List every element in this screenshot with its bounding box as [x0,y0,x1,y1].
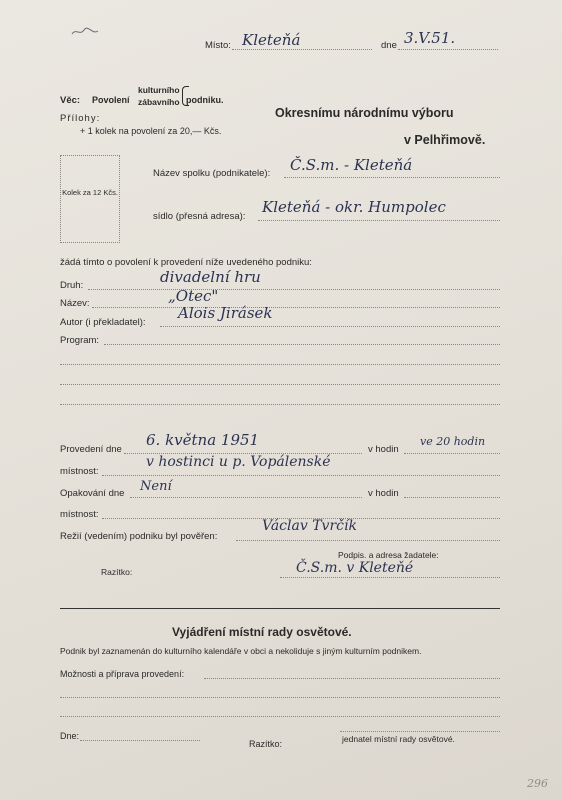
dne-label: dne [381,40,397,51]
addressee-line2: v Pelhřimově. [404,133,486,147]
hodin2-line [404,497,500,498]
nazev-label: Název: [60,298,90,309]
stamp-label: Kolek za 12 Kčs. [62,188,118,197]
druh-value: divadelní hru [160,268,261,286]
revenue-stamp-box [60,155,120,243]
nazev-spolku-label: Název spolku (podnikatele): [153,168,271,179]
vec-zabavniho: zábavního [138,97,180,107]
program-line-2 [60,364,500,365]
program-line-3 [60,384,500,385]
vec-kulturniho: kulturního [138,85,180,95]
osvetova-dne-line [80,740,200,741]
brace-mark [182,86,189,106]
osvetova-text: Podnik byl zaznamenán do kulturního kalendáře v obci a nekoliduje s jiným kulturním podnikem. [60,646,422,656]
provedeni-label: Provedení dne [60,444,122,455]
opakovani-label: Opakování dne [60,488,125,499]
mistnost-label: místnost: [60,466,99,477]
vec-podniku: podniku. [186,95,224,105]
rezie-line [236,540,500,541]
nazev-line [92,307,500,308]
moznosti-line-3 [60,716,500,717]
vec-label: Věc: [60,95,81,106]
druh-label: Druh: [60,280,84,291]
addressee-line1: Okresnímu národnímu výboru [275,106,454,120]
hodin-label: v hodin [368,444,399,455]
misto-value: Kleteňá [242,31,301,49]
section-divider [60,608,500,609]
provedeni-value: 6. května 1951 [146,431,260,449]
podpis-label: Podpis. a adresa žadatele: [338,550,439,560]
pencil-scribble-mark [70,26,100,38]
prilohy-text: + 1 kolek na povolení za 20,— Kčs. [80,126,222,136]
autor-value: Alois Jirásek [178,304,273,322]
vec-povoleni: Povolení [92,95,130,105]
sidlo-value: Kleteňá - okr. Humpolec [262,198,446,216]
program-label: Program: [60,335,100,346]
rezie-label: Režií (vedením) podniku byl pověřen: [60,531,218,542]
sidlo-label: sídlo (přesná adresa): [153,211,246,222]
druh-line [88,289,500,290]
sidlo-line [258,220,500,221]
podpis-value: Č.S.m. v Kleteňé [296,560,414,576]
autor-label: Autor (i překladatel): [60,317,146,328]
moznosti-label: Možnosti a příprava provedení: [60,669,185,679]
opakovani-line [130,497,362,498]
nazev-spolku-line [284,177,500,178]
moznosti-line-2 [60,697,500,698]
mistnost2-label: místnost: [60,509,99,520]
misto-label: Místo: [205,40,231,51]
podpis-line [280,577,500,578]
autor-line [160,326,500,327]
jednatel-label: jednatel místní rady osvětové. [342,734,455,744]
mistnost-value: v hostinci u p. Vopálenské [146,454,331,470]
nazev-value: „Otec" [168,287,219,305]
prilohy-label: Přílohy: [60,113,101,124]
program-line-1 [104,344,500,345]
osvetova-heading: Vyjádření místní rady osvětové. [172,625,352,639]
osvetova-razitko-label: Razítko: [249,739,283,749]
misto-line [232,49,372,50]
hodin-value: ve 20 hodin [420,435,486,448]
dne-line [398,49,498,50]
rezie-value: Václav Tvrčík [262,518,357,534]
dne-value: 3.V.51. [404,29,456,47]
request-text: žádá tímto o povolení k provedení níže uvedeného podniku: [60,257,312,268]
osvetova-dne-label: Dne: [60,731,80,741]
hodin-line [404,453,500,454]
moznosti-line-1 [204,678,500,679]
program-line-4 [60,404,500,405]
razitko-label: Razítko: [101,567,133,577]
opakovani-value: Není [140,479,172,494]
mistnost-line [102,475,500,476]
nazev-spolku-value: Č.S.m. - Kleteňá [290,156,413,174]
hodin2-label: v hodin [368,488,399,499]
page-number: 296 [527,777,548,790]
jednatel-line [340,731,500,732]
